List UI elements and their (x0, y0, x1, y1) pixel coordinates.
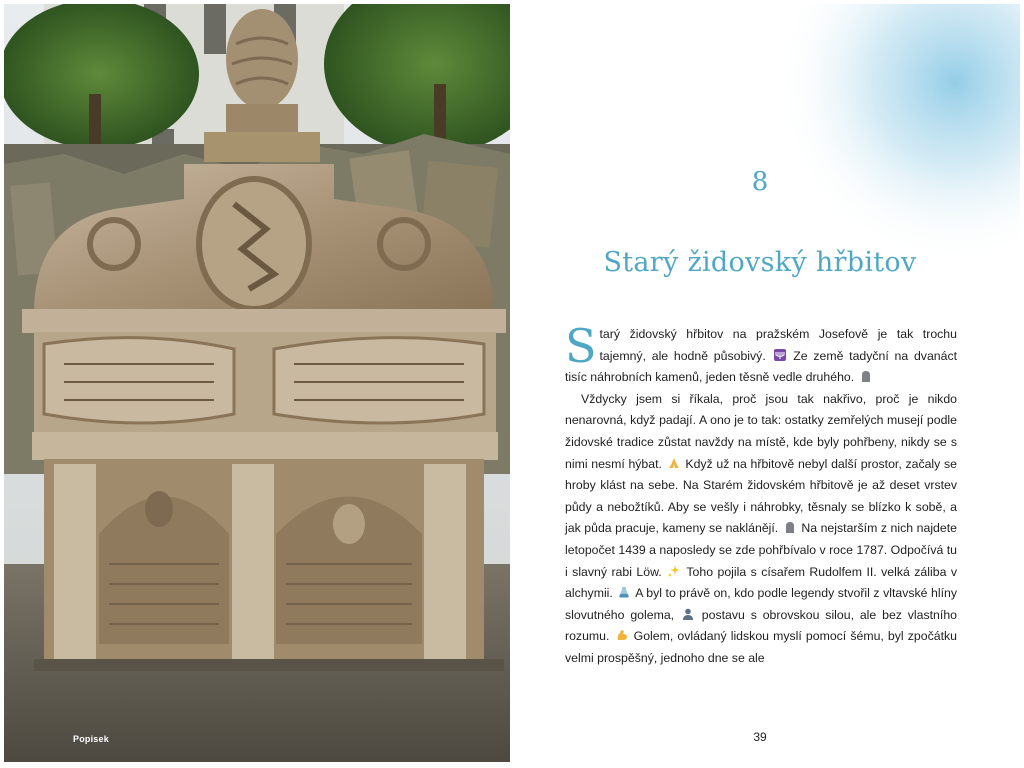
page-number: 39 (753, 730, 767, 744)
photo-caption: Popisek (73, 734, 109, 744)
chapter-title: Starý židovský hřbitov (603, 247, 917, 278)
text-run: Golem, ovládaný lidskou myslí pomocí šému, byl zpočátku velmi prospěšný, jednoho dne se ale (565, 629, 957, 665)
text-run: Ze země tadyční na dvanáct tisíc náhrobních kamenů, jeden těsně vedle druhého. (565, 348, 958, 385)
headstone-icon (860, 370, 872, 382)
menorah-icon (774, 349, 786, 361)
text-run: Vždycky jsem si říkala, proč jsou tak nakřivo, proč je nikdo nenarovná, když padají. A ono je to tak: ostatky zemřelých musejí podle židovské tradice zůstat navždy na místě, kde byly pohřbeny, nikdy se s nimi nesmí hýbat. (565, 391, 957, 471)
headstone-photo (4, 4, 510, 762)
alembic-icon (618, 586, 630, 598)
text-run: Toho pojila s císařem Rudolfem II. velká záliba v alchymii. (565, 564, 957, 601)
text-run: Když už na hřbitově nebyl další prostor, začaly se hroby klást na sebe. Na Starém židovském hřbitově je až deset vrstev půdy a nebožtíků. Aby se vešly i náhrobky, těsnaly se blízko k sobě, a jak půda pracuje, kameny se naklánějí. (565, 456, 958, 536)
drop-cap: S (565, 319, 597, 373)
text-run: tarý židovský hřbitov na pražském Josefově je tak trochu tajemný, ale hodně působivý. (599, 327, 957, 363)
watercolor-decoration (760, 4, 1020, 264)
text-run: Na nejstarším z nich najdete letopočet 1439 a naposledy se zde pohřbívalo v roce 1787. Odpočívá tu i slavný rabi Löw. (565, 521, 957, 579)
headstone-icon (784, 521, 796, 533)
text-run: A byl to právě on, kdo podle legendy stvořil z vltavské hlíny slovutného golema, (565, 586, 958, 622)
chapter-number: 8 (751, 167, 769, 197)
paragraph (565, 389, 957, 670)
flexed-biceps-icon (616, 629, 628, 641)
text-run: postavu s obrovskou silou, ale bez vlastního rozumu. (565, 607, 957, 644)
paragraph (565, 319, 958, 389)
person-silhouette-icon (682, 608, 694, 620)
praying-hands-icon (668, 457, 680, 469)
text-page (516, 4, 1020, 762)
sparkles-icon (668, 565, 680, 577)
body-text (565, 319, 958, 670)
